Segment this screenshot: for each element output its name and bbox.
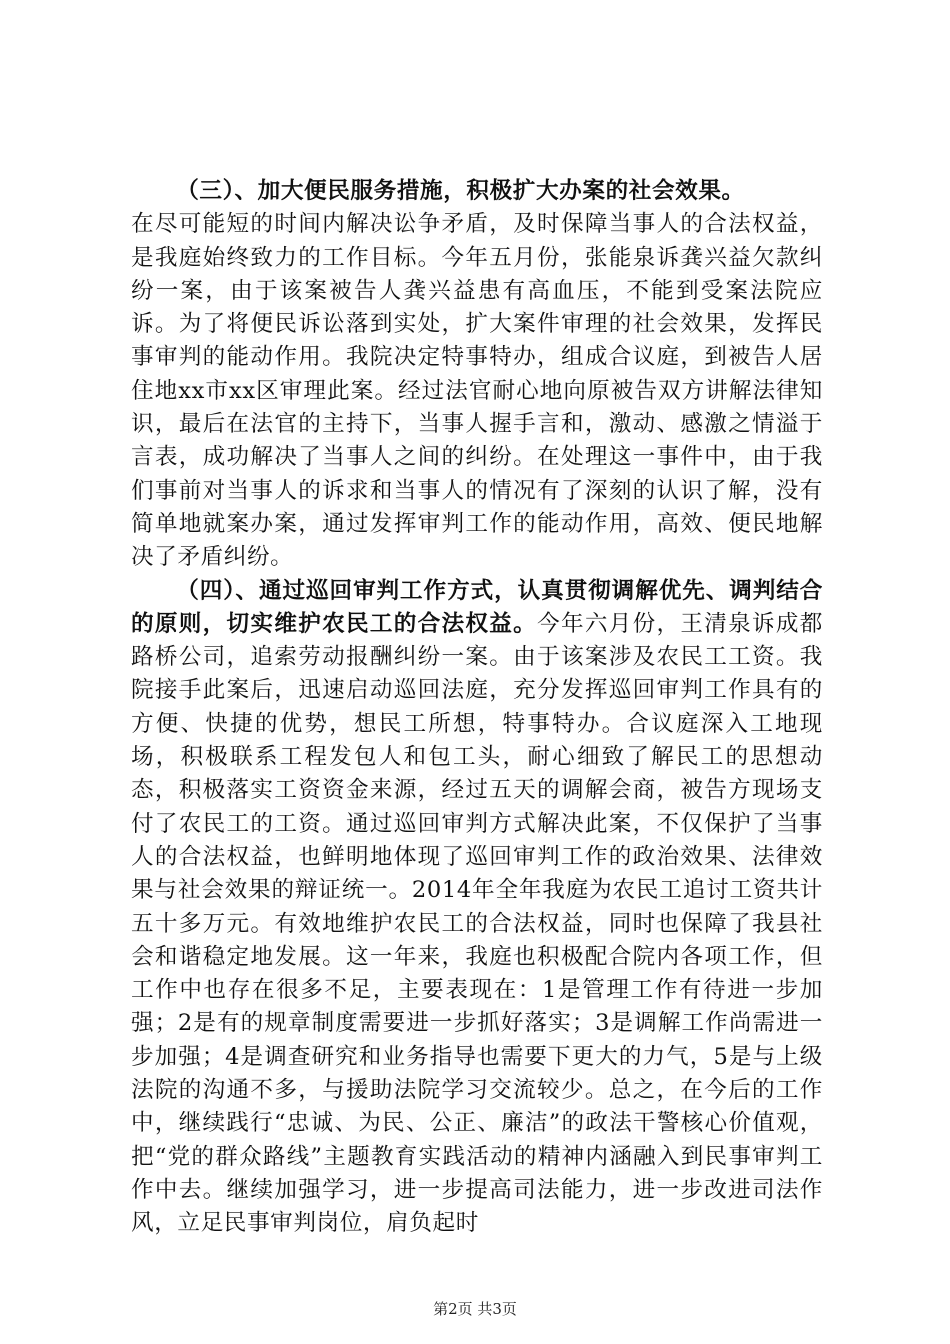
section-4-heading: （四）、通过巡回审判工作方式，认真贯彻调解优先、调判结合的原则，切实维护农民工的合法权益。 [131,577,823,637]
section-3-heading-text: （三）、加大便民服务措施，积极扩大办案的社会效果。 [176,178,745,204]
section-3-paragraph: 在尽可能短的时间内解决讼争矛盾，及时保障当事人的合法权益，是我庭始终致力的工作目标。今年五月份，张能泉诉龚兴益欠款纠纷一案，由于该案被告人龚兴益患有高血压，不能到受案法院应诉。为了将便民诉讼落到实处，扩大案件审理的社会效果，发挥民事审判的能动作用。我院决定特事特办，组成合议庭，到被告人居住地xx市xx区审理此案。经过法官耐心地向原被告双方讲解法律知识，最后在法官的主持下，当事人握手言和，激动、感激之情溢于言表，成功解决了当事人之间的纠纷。在处理这一事件中，由于我们事前对当事人的诉求和当事人的情况有了深刻的认识了解，没有简单地就案办案，通过发挥审判工作的能动作用，高效、便民地解决了矛盾纠纷。 [131,211,823,571]
section-4-paragraph [131,575,823,1241]
section-3-heading [131,175,823,208]
page-footer: 第2页 共3页 [433,1300,517,1318]
section-4-body: 今年六月份，王清泉诉成都路桥公司，追索劳动报酬纠纷一案。由于该案涉及农民工工资。我院接手此案后，迅速启动巡回法庭，充分发挥巡回审判工作具有的方便、快捷的优势，想民工所想，特事特办。合议庭深入工地现场，积极联系工程发包人和包工头，耐心细致了解民工的思想动态，积极落实工资资金来源，经过五天的调解会商，被告方现场支付了农民工的工资。通过巡回审判方式解决此案，不仅保护了当事人的合法权益，也鲜明地体现了巡回审判工作的政治效果、法律效果与社会效果的辩证统一。2014年全年我庭为农民工追讨工资共计五十多万元。有效地维护农民工的合法权益，同时也保障了我县社会和谐稳定地发展。这一年来，我庭也积极配合院内各项工作，但工作中也存在很多不足，主要表现在：1是管理工作有待进一步加强；2是有的规章制度需要进一步抓好落实；3是调解工作尚需进一步加强；4是调查研究和业务指导也需要下更大的力气，5是与上级法院的沟通不多，与援助法院学习交流较少。总之，在今后的工作中，继续践行“忠诚、为民、公正、廉洁”的政法干警核心价值观，把“党的群众路线”主题教育实践活动的精神内涵融入到民事审判工作中去。继续加强学习，进一步提高司法能力，进一步改进司法作风，立足民事审判岗位，肩负起时 [131,610,823,1237]
document-body [131,175,823,1241]
